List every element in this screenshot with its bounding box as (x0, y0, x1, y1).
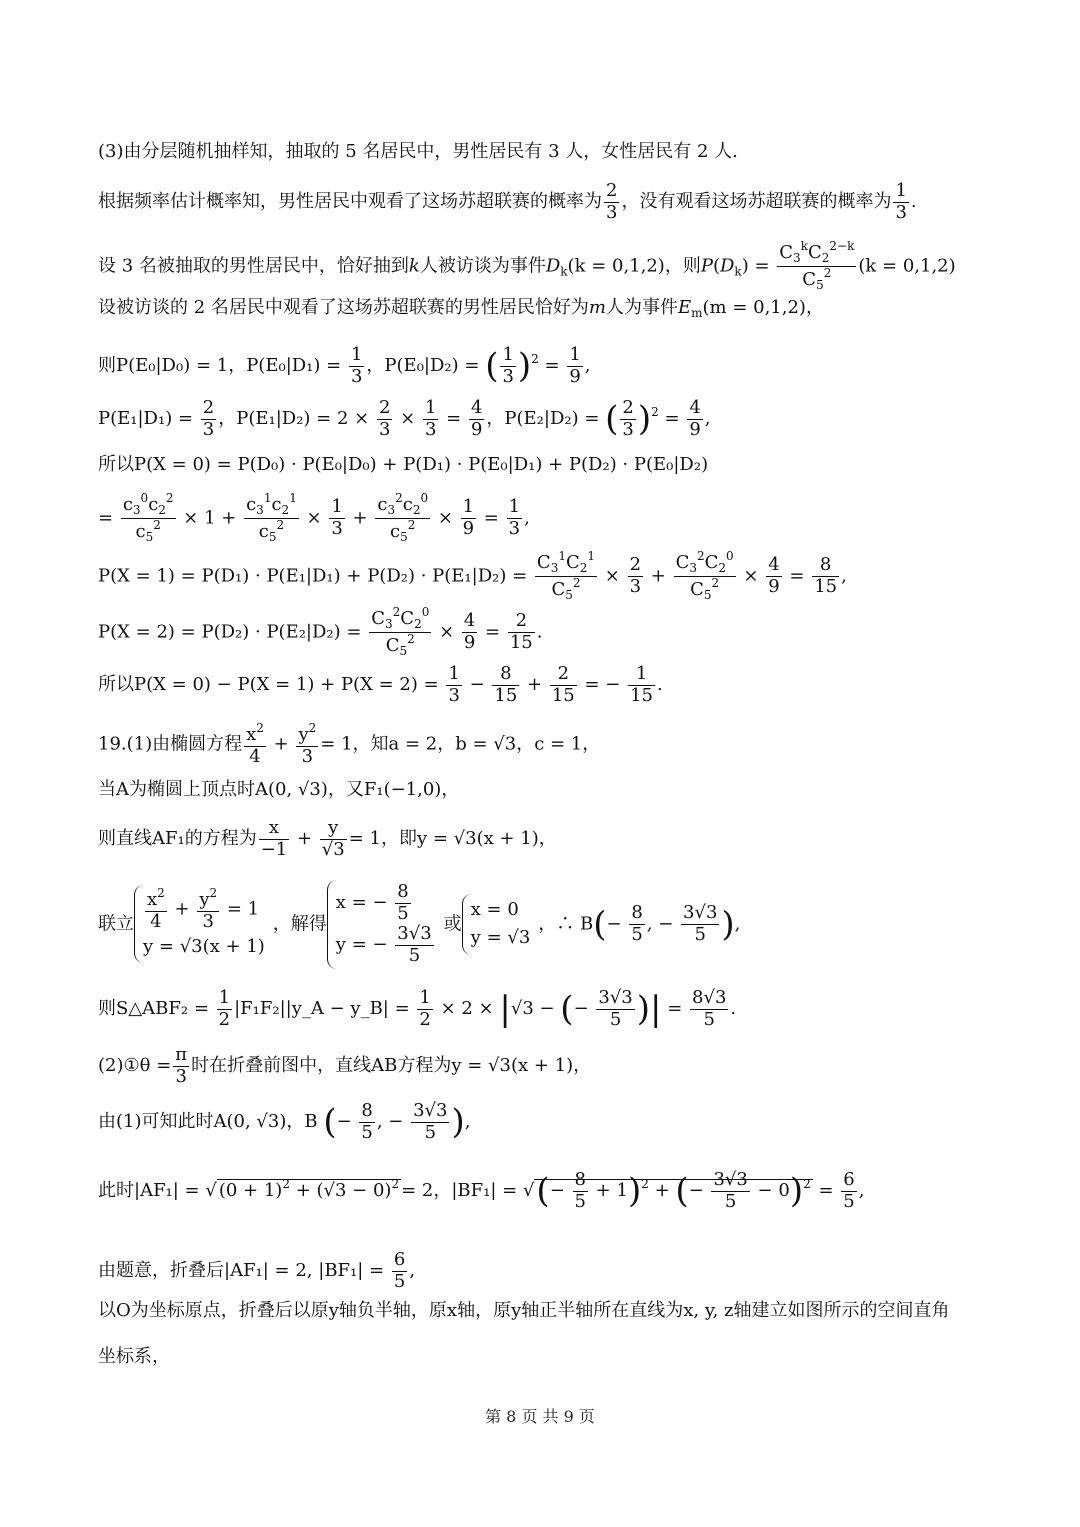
text-line: = $\frac{c_3^0c_2^2}{c_5^2}$ × 1 + $\frac{c_3^1c_2^1}{c_5^2}$ × $\frac{1}{3}$ + $\frac{c_3^2c_2^0}{c_5^2}$ × $\frac{1}{9}$ = $\frac{1}{3}$ , (98, 491, 530, 544)
text-line: 设被访谈的 2 名居民中观看了这场苏超联赛的男性居民恰好为m人为事件$E_m(m = 0,1,2)$， (98, 297, 824, 320)
text-line: 则S△ABF₂ = $\frac{1}{2}$ |F₁F₂||y_A − y_B| = $\frac{1}{2}$ × 2 × |√3 − (− $\frac{3√3}{5}$ )| = $\frac{8√3}{5}$ . (98, 987, 737, 1030)
text-segment: (m = 0,1,2)， (702, 297, 824, 318)
text-line: 19.(1)由椭圆方程 $\frac{x^2}{4}$ + $\frac{y^2}{3}$ = 1，知a = 2，b = √3，c = 1， (98, 721, 601, 767)
text-line: P(X = 2) = P(D₂) · P(E₂|D₂) = $\frac{C_3^2C_2^0}{C_5^2}$ × $\frac{4}{9}$ = $\frac{2}{15}$ . (98, 605, 543, 658)
text-line: 根据频率估计概率知，男性居民中观看了这场苏超联赛的概率为 $\frac{2}{3}$ ，没有观看这场苏超联赛的概率为 $\frac{1}{3}$ . (98, 180, 917, 223)
text-line: 坐标系， (98, 1346, 170, 1367)
text-line: 联立 $\frac{x^2}{4}$ + $\frac{y^2}{3}$ = 1 y = √3(x + 1) ，解得 x = − $\frac{8}{5}$ y = − $\frac{3√3}{5}$ 或 x = 0 y = √3 ，∴ B(− $\frac{8}{5}$ , − $\frac{3√3}{5}$ ), (98, 880, 740, 969)
text-segment: 根据频率估计概率知，男性居民中观看了这场苏超联赛的概率为 (98, 191, 602, 213)
text-segment: ，解得 (272, 913, 327, 935)
text-segment: 设 3 名被抽取的男性居民中，恰好抽到 (98, 255, 409, 277)
text-line: 此时|AF₁| = √ $(0 + 1)^2 + (√3 - 0)^2 = 2$，|BF₁| = √(− $\frac{8}{5}$ + 1)$^2$ + (− $\frac{3√3}{5}$ − 0)$^2$ = $\frac{6}{5}$ , (98, 1169, 865, 1212)
text-line: 则P(E₀|D₀) = 1，P(E₀|D₁) = $\frac{1}{3}$ ，P(E₀|D₂) = ( $\frac{1}{3}$ )$^2$ = $\frac{1}{9}$ , (98, 344, 591, 387)
text-line: 以O为坐标原点，折叠后以原y轴负半轴，原x轴，原y轴正半轴所在直线为x, y, z轴建立如图所示的空间直角 (98, 1300, 950, 1321)
text-line: 所以P(X = 0) − P(X = 1) + P(X = 2) = $\frac{1}{3}$ − $\frac{8}{15}$ + $\frac{2}{15}$ = − $\frac{1}{15}$ . (98, 663, 663, 706)
text-line: P(E₁|D₁) = $\frac{2}{3}$ ，P(E₁|D₂) = 2 × $\frac{2}{3}$ × $\frac{1}{3}$ = $\frac{4}{9}$ ，P(E₂|D₂) = ( $\frac{2}{3}$ )$^2$ = $\frac{4}{9}$ , (98, 397, 711, 440)
text-line: 所以P(X = 0) = P(D₀) · P(E₀|D₀) + P(D₁) · P(E₀|D₁) + P(D₂) · P(E₀|D₂) (98, 454, 709, 475)
text-segment: 设被访谈的 2 名居民中观看了这场苏超联赛的男性居民恰好为 (98, 297, 589, 318)
text-segment: ，没有观看这场苏超联赛的概率为 (621, 191, 892, 213)
text-segment: ，P(E₀|D₂) = (366, 355, 480, 377)
text-segment: 时在折叠前图中，直线AB方程为y = √3(x + 1)， (191, 1055, 592, 1077)
text-segment: 由题意，折叠后|AF₁| = 2, |BF₁| = (98, 1260, 385, 1282)
text-line: (2)①θ = $\frac{\pi}{3}$ 时在折叠前图中，直线AB方程为y = √3(x + 1)， (98, 1044, 592, 1087)
text-line: P(X = 1) = P(D₁) · P(E₁|D₁) + P(D₂) · P(E₁|D₂) = $\frac{C_3^1C_2^1}{C_5^2}$ × $\frac{2}{3}$ + $\frac{C_3^2C_2^0}{C_5^2}$ × $\frac{4}{9}$ = $\frac{8}{15}$ , (98, 549, 847, 602)
text-segment: = 2，|BF₁| = (401, 1180, 518, 1202)
text-segment: P(X = 1) = P(D₁) · P(E₁|D₁) + P(D₂) · P(E₁|D₂) = (98, 565, 528, 587)
text-segment: 则直线AF₁的方程为 (98, 828, 257, 850)
text-line: 设 3 名被抽取的男性居民中，恰好抽到k人被访谈为事件$D_k(k = 0,1,2)$，则$P(D_k)$ = $\frac{C_3^kC_2^{2-k}}{C_5^2}$ (k = 0,1,2) (98, 239, 956, 292)
text-segment: 所以P(X = 0) − P(X = 1) + P(X = 2) = (98, 674, 439, 696)
text-line: 则直线AF₁的方程为 $\frac{x}{-1}$ + $\frac{y}{√3}$ = 1，即y = √3(x + 1)， (98, 817, 557, 860)
text-segment: 则S△ABF₂ = (98, 998, 209, 1020)
text-line: 当A为椭圆上顶点时A(0, √3)，又F₁(−1,0)， (98, 779, 460, 800)
text-segment: 此时|AF₁| = (98, 1180, 200, 1202)
text-segment: (k = 0,1,2) (858, 255, 956, 277)
text-segment: P(X = 2) = P(D₂) · P(E₂|D₂) = (98, 621, 362, 643)
text-segment: 或 (443, 913, 462, 935)
text-segment: 由(1)可知此时A(0, √3)，B (98, 1111, 318, 1133)
text-segment: ∴ B (556, 913, 594, 935)
text-segment: 19.(1)由椭圆方程 (98, 733, 243, 755)
text-segment: 联立 (98, 913, 134, 935)
text-segment: 人为事件 (605, 297, 678, 318)
page-footer: 第 8 页 共 9 页 (485, 1407, 595, 1426)
text-segment: P(E₁|D₁) = (98, 408, 194, 430)
text-segment: ，P(E₂|D₂) = (486, 408, 600, 430)
text-segment: 人被访谈为事件 (419, 255, 546, 277)
text-segment: (k = 0,1,2)，则 (567, 255, 701, 277)
text-line: 由(1)可知此时A(0, √3)，B (− $\frac{8}{5}$ , − $\frac{3√3}{5}$ ), (98, 1100, 471, 1143)
text-segment: 则P(E₀|D₀) = 1，P(E₀|D₁) = (98, 355, 342, 377)
text-line: 由题意，折叠后|AF₁| = 2, |BF₁| = $\frac{6}{5}$ , (98, 1249, 416, 1292)
text-segment: = 1，即y = √3(x + 1)， (348, 828, 557, 850)
text-line: (3)由分层随机抽样知，抽取的 5 名居民中，男性居民有 3 人，女性居民有 2 人. (98, 141, 738, 162)
text-segment: ，P(E₁|D₂) = 2 × (218, 408, 370, 430)
text-segment: (2)①θ = (98, 1055, 172, 1077)
text-segment: |F₁F₂||y_A − y_B| = (234, 998, 410, 1020)
text-segment: = 1，知a = 2，b = √3，c = 1， (320, 733, 601, 755)
